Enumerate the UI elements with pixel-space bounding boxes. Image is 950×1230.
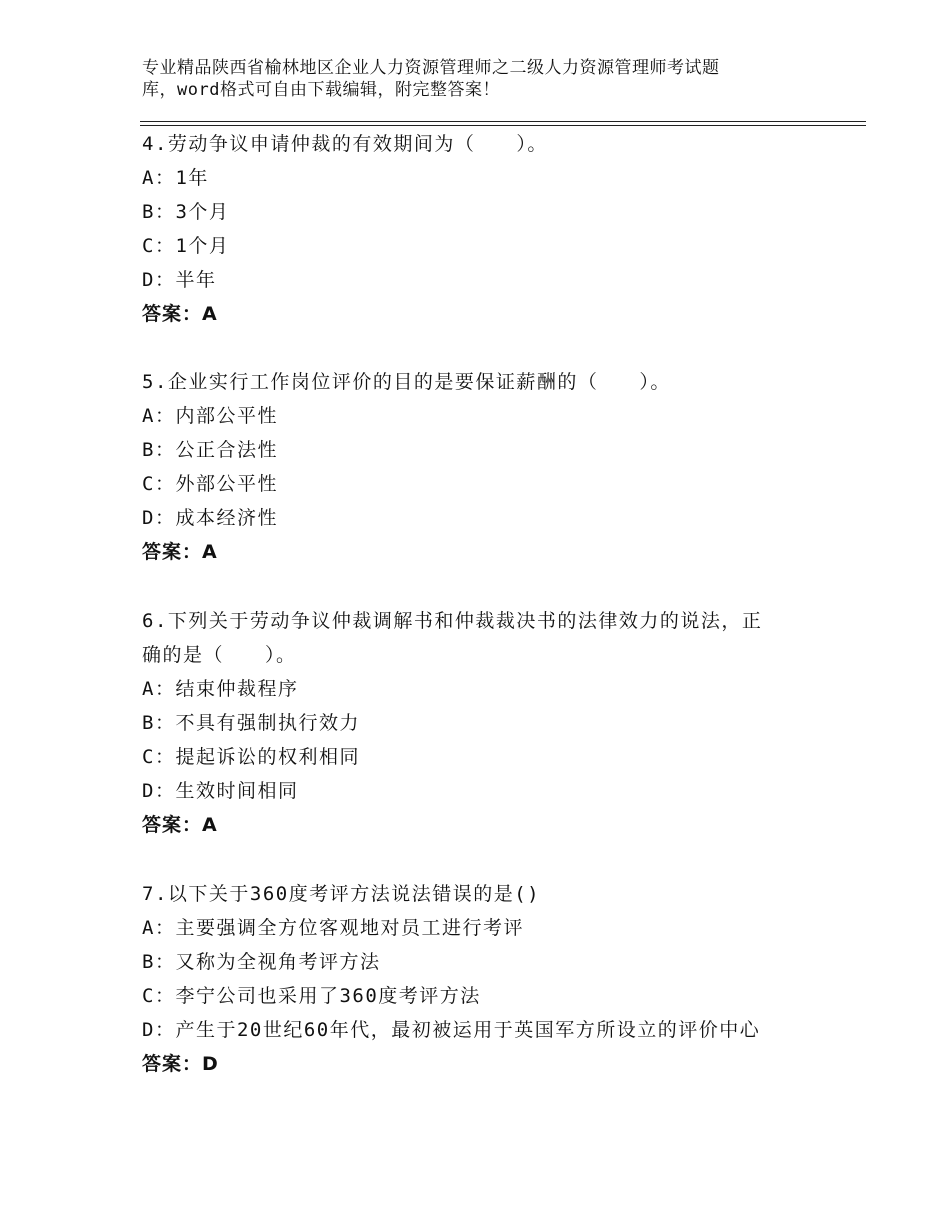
answer-label: 答案：A [142,541,218,563]
answer-label: 答案：A [142,303,218,325]
question-5 [142,365,842,569]
header-divider-bottom [140,125,866,126]
header-title-line-2: 库，word格式可自由下载编辑，附完整答案！ [142,80,500,100]
option-b: B：3个月 [142,201,230,223]
header-title-line-1: 专业精品陕西省榆林地区企业人力资源管理师之二级人力资源管理师考试题 [142,58,720,78]
option-d: D：产生于20世纪60年代，最初被运用于英国军方所设立的评价中心 [142,1019,761,1041]
option-d: D：半年 [142,269,217,291]
question-stem: 5.企业实行工作岗位评价的目的是要保证薪酬的（ ）。 [142,371,671,393]
option-b: B：不具有强制执行效力 [142,712,360,734]
question-6 [142,604,842,842]
question-stem: 4.劳动争议申请仲裁的有效期间为（ ）。 [142,133,548,155]
answer-label: 答案：A [142,814,218,836]
option-c: C：外部公平性 [142,473,278,495]
option-c: C：1个月 [142,235,230,257]
option-c: C：李宁公司也采用了360度考评方法 [142,985,481,1007]
option-a: A：内部公平性 [142,405,278,427]
header-divider-top [140,121,866,122]
question-4 [142,127,842,331]
question-stem-continued: 确的是（ ）。 [142,644,297,666]
option-a: A：主要强调全方位客观地对员工进行考评 [142,917,524,939]
option-a: A：1年 [142,167,209,189]
option-b: B：又称为全视角考评方法 [142,951,381,973]
option-d: D：生效时间相同 [142,780,299,802]
question-stem: 7.以下关于360度考评方法说法错误的是() [142,883,541,905]
question-7 [142,877,842,1081]
option-b: B：公正合法性 [142,439,278,461]
document-header [142,57,842,101]
option-d: D：成本经济性 [142,507,278,529]
option-a: A：结束仲裁程序 [142,678,299,700]
question-stem: 6.下列关于劳动争议仲裁调解书和仲裁裁决书的法律效力的说法，正 [142,610,763,632]
option-c: C：提起诉讼的权利相同 [142,746,360,768]
answer-label: 答案：D [142,1053,219,1075]
